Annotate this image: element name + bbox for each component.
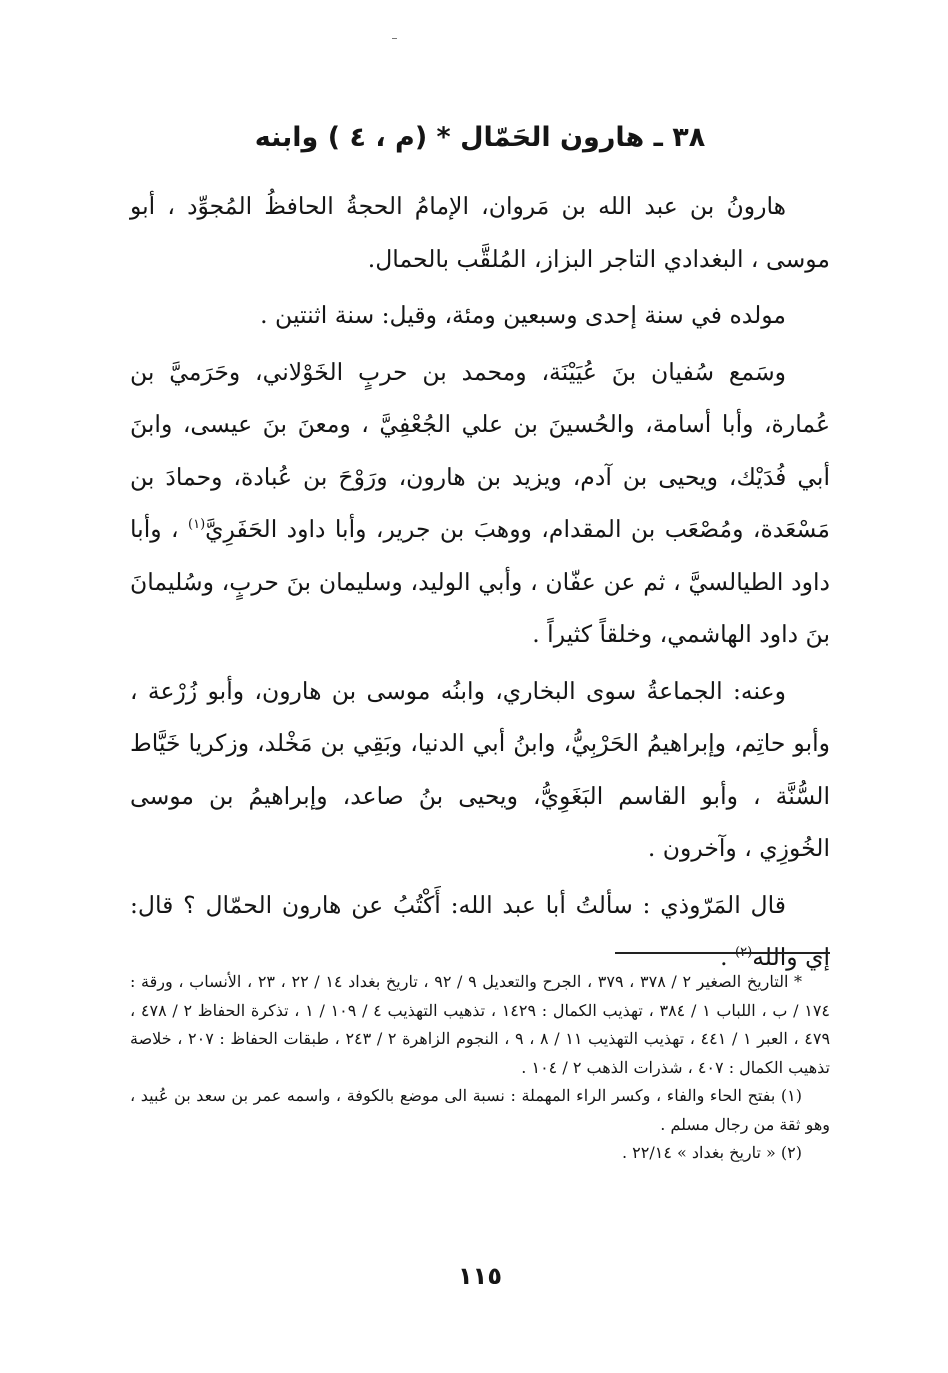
footnote-divider bbox=[615, 952, 830, 954]
page-number: ١١٥ bbox=[458, 1262, 502, 1290]
paragraph-birth: مولده في سنة إحدى وسبعين ومئة، وقيل: سنة اثنتين . bbox=[260, 301, 786, 329]
footnote-2: (٢) « تاريخ بغداد » ٢٢/١٤ . bbox=[621, 1143, 802, 1162]
paragraph-students: وعنه: الجماعةُ سوى البخاري، وابنُه موسى بن هارون، وأبو زُرْعة ، وأبو حاتِم، وإبراهيمُ الحَرْبِيُّ، وابنُ أبي الدنيا، وبَقِي بن مَخْلد، وزكريا خَيَّاط السُّنَّة ، وأبو القاسم البَغَوِيُّ، ويحيى بنُ صاعد، وإبراهيمُ بن موسى الخُوزِي ، وآخرون . bbox=[130, 676, 830, 862]
footnotes bbox=[130, 968, 830, 1168]
teachers-text-tail: ، وأبا داود الطيالسيَّ ، ثم عن عفّان ، وأبي الوليد، وسليمان بنَ حربٍ، وسُليمانَ بنَ داود الهاشمي، وخلقاً كثيراً . bbox=[130, 515, 830, 648]
paragraph-teachers bbox=[130, 346, 830, 661]
biography-body bbox=[130, 180, 830, 988]
footnote-ref-2[interactable]: (٢) bbox=[735, 945, 753, 961]
biography-title: ٣٨ ـ هارون الحَمّال * (م ، ٤ ) وابنه bbox=[254, 122, 706, 153]
footnote-sources: * التاريخ الصغير ٢ / ٣٧٨ ، ٣٧٩ ، الجرح والتعديل ٩ / ٩٢ ، تاريخ بغداد ١٤ / ٢٢ ، ٢٣ ، الأنساب ، ورقة : ١٧٤ / ب ، اللباب ١ / ٣٨٤ ، تهذيب الكمال : ١٤٢٩ ، تذهيب التهذيب ٤ / ١٠٩ / ١ ، تذكرة الحفاظ ٢ / ٤٧٨ ، ٤٧٩ ، العبر ١ / ٤٤١ ، تهذيب التهذيب ١١ / ٨ ، ٩ ، النجوم الزاهرة ٢ / ٢٤٣ ، طبقات الحفاظ : ٢٠٧ ، خلاصة تذهيب الكمال : ٤٠٧ ، شذرات الذهب ٢ / ١٠٤ . bbox=[130, 972, 831, 1077]
paragraph-name: هارونُ بن عبد الله بن مَروان، الإمامُ الحجةُ الحافظُ المُجوِّد ، أبو موسى ، البغدادي التاجر البزاز، المُلقَّب بالحمال. bbox=[130, 192, 830, 273]
footnote-ref-1[interactable]: (١) bbox=[188, 517, 206, 533]
quote-text-tail: . bbox=[720, 943, 736, 971]
quote-text: قال المَرّوذي : سألتُ أبا عبد الله: أَكْتُبُ عن هارون الحمّال ؟ قال: إي والله bbox=[130, 890, 830, 971]
top-mark bbox=[392, 38, 397, 39]
footnote-1: (١) بفتح الحاء والفاء ، وكسر الراء المهملة : نسبة الى موضع بالكوفة ، واسمه عمر بن سعد بن عُبيد ، وهو ثقة من رجال مسلم . bbox=[130, 1086, 830, 1134]
teachers-text: وسَمع سُفيان بنَ عُيَيْنَة، ومحمد بن حربٍ الخَوْلاني، وحَرَميَّ بن عُمارة، وأبا أسامة، والحُسينَ بن علي الجُعْفِيَّ ، ومعنَ بنَ عيسى، وابنَ أبي فُدَيْك، ويحيى بن آدم، ويزيد بن هارون، ورَوْحَ بن عُبادة، وحمادَ بن مَسْعَدة، ومُصْعَب بن المقدام، ووهبَ بن جرير، وأبا داود الحَفَرِيَّ bbox=[130, 357, 830, 543]
